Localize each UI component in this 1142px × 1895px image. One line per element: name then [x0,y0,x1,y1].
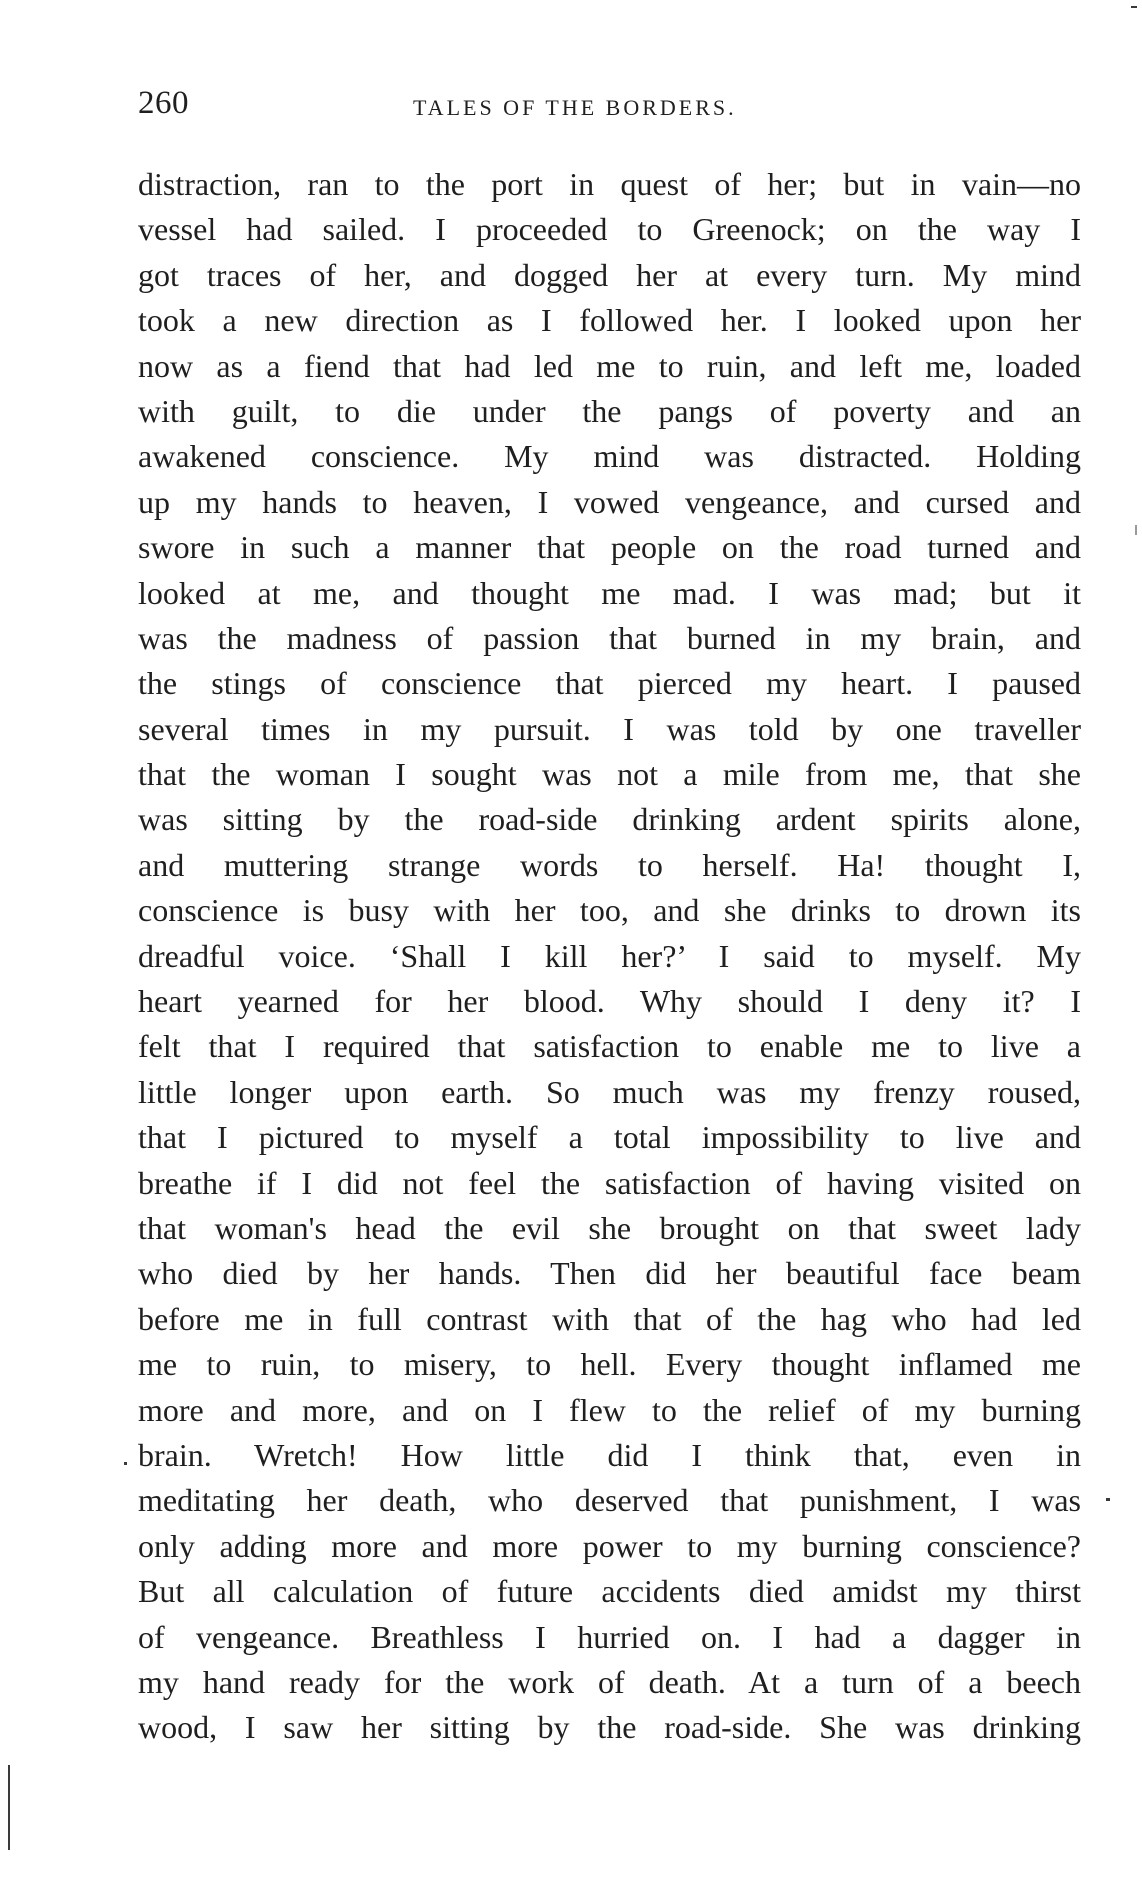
text-line: that woman's head the evil she brought on that sweet lady [138,1209,1081,1246]
text-line: wood, I saw her sitting by the road-side. She was drinking [138,1709,1081,1746]
text-line: the stings of conscience that pierced my heart. I paused [138,665,1081,702]
text-line: meditating her death, who deserved that punishment, I was [138,1482,1081,1519]
text-line: who died by her hands. Then did her beautiful face beam [138,1255,1081,1292]
text-line: vessel had sailed. I proceeded to Greenock; on the way I [138,211,1081,248]
text-line: that the woman I sought was not a mile from me, that she [138,756,1081,793]
text-line: got traces of her, and dogged her at every turn. My mind [138,256,1081,293]
text-line: up my hands to heaven, I vowed vengeance, and cursed and [138,483,1081,520]
text-line: dreadful voice. ‘Shall I kill her?’ I said to myself. My [138,937,1081,974]
page-header [138,85,1081,135]
page-number: 260 [138,85,189,121]
text-line: of vengeance. Breathless I hurried on. I had a dagger in [138,1618,1081,1655]
text-line: felt that I required that satisfaction to enable me to live a [138,1028,1081,1065]
text-line: my hand ready for the work of death. At a turn of a beech [138,1663,1081,1700]
scan-speck [124,1462,127,1465]
text-line: awakened conscience. My mind was distracted. Holding [138,438,1081,475]
text-line: now as a fiend that had led me to ruin, and left me, loaded [138,347,1081,384]
text-line: little longer upon earth. So much was my frenzy roused, [138,1073,1081,1110]
text-line: conscience is busy with her too, and she drinks to drown its [138,892,1081,929]
scan-speck [1131,6,1137,8]
text-line: breathe if I did not feel the satisfaction of having visited on [138,1164,1081,1201]
text-line: several times in my pursuit. I was told by one traveller [138,710,1081,747]
text-line: But all calculation of future accidents died amidst my thirst [138,1573,1081,1610]
text-line: took a new direction as I followed her. I looked upon her [138,302,1081,339]
text-line: only adding more and more power to my burning conscience? [138,1527,1081,1564]
text-line: was the madness of passion that burned in my brain, and [138,619,1081,656]
text-line: brain. Wretch! How little did I think that, even in [138,1436,1081,1473]
text-line: me to ruin, to misery, to hell. Every thought inflamed me [138,1346,1081,1383]
body-text [138,162,1081,1751]
text-line: was sitting by the road-side drinking ardent spirits alone, [138,801,1081,838]
running-title: TALES OF THE BORDERS. [413,95,737,120]
text-line: with guilt, to die under the pangs of poverty and an [138,392,1081,429]
text-line: distraction, ran to the port in quest of her; but in vain—no [138,166,1081,202]
text-line: more and more, and on I flew to the relief of my burning [138,1391,1081,1428]
scan-edge-line [8,1765,10,1850]
text-line: that I pictured to myself a total impossibility to live and [138,1119,1081,1156]
text-line: swore in such a manner that people on the road turned and [138,529,1081,566]
scan-speck [1106,1498,1110,1501]
text-line: looked at me, and thought me mad. I was mad; but it [138,574,1081,611]
text-line: and muttering strange words to herself. Ha! thought I, [138,846,1081,883]
text-line: heart yearned for her blood. Why should I deny it? I [138,983,1081,1020]
text-line: before me in full contrast with that of the hag who had led [138,1300,1081,1337]
scan-speck [1135,525,1137,535]
